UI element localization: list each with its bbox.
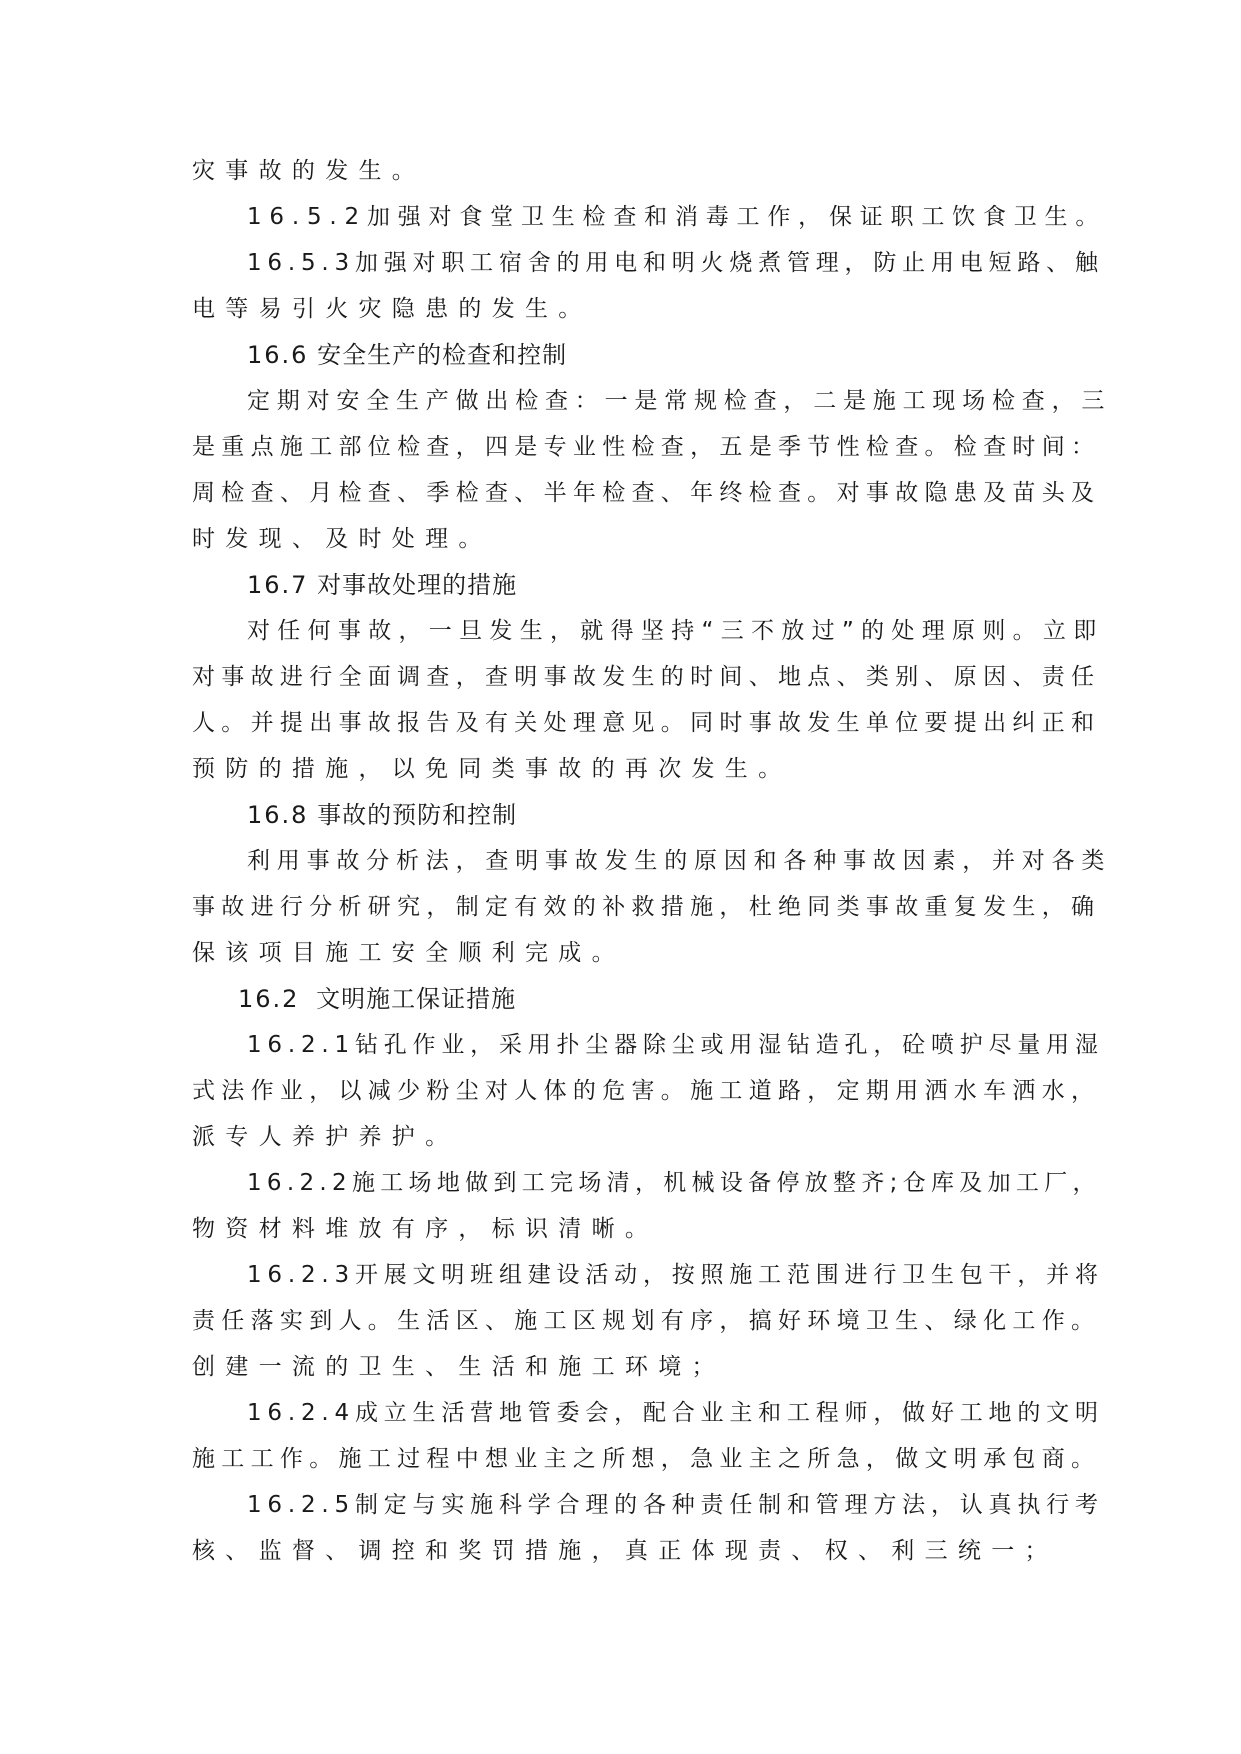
body-line: 16.5.3加强对职工宿舍的用电和明火烧煮管理，防止用电短路、触 xyxy=(247,250,1104,276)
section-number: 16.7 xyxy=(247,571,309,599)
body-line: 式法作业，以减少粉尘对人体的危害。施工道路，定期用洒水车洒水， xyxy=(192,1078,1101,1104)
body-line: 物资材料堆放有序，标识清晰。 xyxy=(192,1216,659,1242)
body-line: 16.2.2施工场地做到工完场清，机械设备停放整齐;仓库及加工厂， xyxy=(247,1170,1101,1196)
section-title: 文明施工保证措施 xyxy=(316,985,517,1013)
section-title: 安全生产的检查和控制 xyxy=(317,341,568,369)
body-line: 16.5.2加强对食堂卫生检查和消毒工作，保证职工饮食卫生。 xyxy=(247,204,1107,230)
body-line: 核、监督、调控和奖罚措施，真正体现责、权、利三统一； xyxy=(192,1538,1058,1564)
body-line: 预防的措施，以免同类事故的再次发生。 xyxy=(192,756,792,782)
section-title: 对事故处理的措施 xyxy=(317,571,518,599)
body-line: 保该项目施工安全顺利完成。 xyxy=(192,940,625,966)
body-line: 对任何事故，一旦发生，就得坚持“三不放过”的处理原则。立即 xyxy=(247,618,1104,644)
body-line: 16.2.4成立生活营地管委会，配合业主和工程师，做好工地的文明 xyxy=(247,1400,1104,1426)
section-heading xyxy=(247,335,1112,375)
body-line: 16.2.1钻孔作业，采用扑尘器除尘或用湿钻造孔，砼喷护尽量用湿 xyxy=(247,1032,1104,1058)
body-line: 施工工作。施工过程中想业主之所想，急业主之所急，做文明承包商。 xyxy=(192,1446,1101,1472)
section-number: 16.2 xyxy=(238,985,300,1013)
body-line: 周检查、月检查、季检查、半年检查、年终检查。对事故隐患及苗头及 xyxy=(192,480,1101,506)
section-number: 16.8 xyxy=(247,801,309,829)
body-line: 16.2.5制定与实施科学合理的各种责任制和管理方法，认真执行考 xyxy=(247,1492,1104,1518)
body-line: 利用事故分析法，查明事故发生的原因和各种事故因素，并对各类 xyxy=(247,848,1112,874)
section-heading xyxy=(238,979,1103,1019)
body-line: 责任落实到人。生活区、施工区规划有序，搞好环境卫生、绿化工作。 xyxy=(192,1308,1101,1334)
body-line: 16.2.3开展文明班组建设活动，按照施工范围进行卫生包干，并将 xyxy=(247,1262,1104,1288)
body-line: 定期对安全生产做出检查：一是常规检查，二是施工现场检查，三 xyxy=(247,388,1112,414)
section-number: 16.6 xyxy=(247,341,309,369)
body-line: 时发现、及时处理。 xyxy=(192,526,492,552)
section-heading xyxy=(247,795,1112,835)
body-line: 人。并提出事故报告及有关处理意见。同时事故发生单位要提出纠正和 xyxy=(192,710,1101,736)
body-line: 对事故进行全面调查，查明事故发生的时间、地点、类别、原因、责任 xyxy=(192,664,1101,690)
body-line: 是重点施工部位检查，四是专业性检查，五是季节性检查。检查时间： xyxy=(192,434,1101,460)
body-line: 派专人养护养护。 xyxy=(192,1124,459,1150)
body-line: 创建一流的卫生、生活和施工环境； xyxy=(192,1354,725,1380)
body-line: 电等易引火灾隐患的发生。 xyxy=(192,296,592,322)
body-line: 事故进行分析研究，制定有效的补救措施，杜绝同类事故重复发生，确 xyxy=(192,894,1101,920)
body-line: 灾事故的发生。 xyxy=(192,158,426,184)
section-title: 事故的预防和控制 xyxy=(317,801,518,829)
section-heading xyxy=(247,565,1112,605)
